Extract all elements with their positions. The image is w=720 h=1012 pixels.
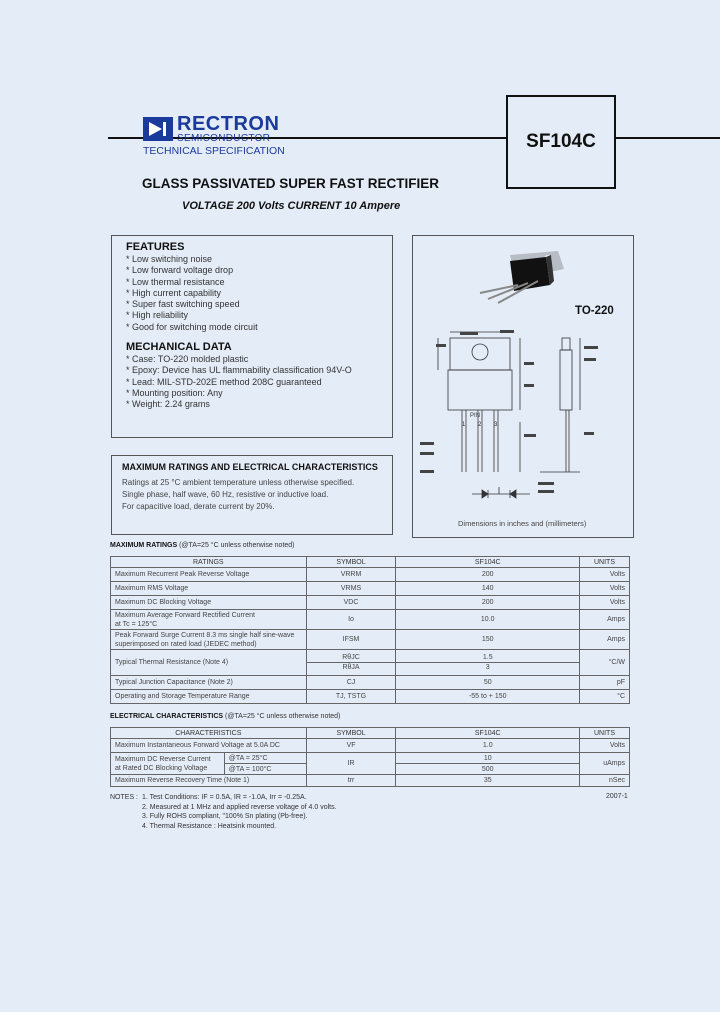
revision-code: 2007-1 [606,793,628,800]
list-item: * Epoxy: Device has UL flammability classification 94V-O [126,365,388,376]
pin-3: 3 [494,422,498,428]
features-panel [111,235,393,438]
ratings-notice-line: Single phase, half wave, 60 Hz, resistive or inductive load. [122,490,329,499]
table-row: Typical Thermal Resistance (Note 4) RθJC RθJA 1.5 3 °C/W [111,650,630,676]
elec-chars-caption: ELECTRICAL CHARACTERISTICS (@TA=25 °C unless otherwise noted) [110,713,341,720]
page-title: GLASS PASSIVATED SUPER FAST RECTIFIER [142,176,440,191]
part-number: SF104C [526,131,596,152]
page-subtitle: VOLTAGE 200 Volts CURRENT 10 Ampere [182,200,401,212]
list-item: * Lead: MIL-STD-202E method 208C guaranteed [126,377,388,388]
table-row: Maximum DC Blocking Voltage VDC 200 Volts [111,596,630,610]
table-row: Typical Junction Capacitance (Note 2) CJ 50 pF [111,676,630,690]
max-ratings-table [110,556,630,704]
pin-1: 1 [462,422,466,428]
ratings-notice-heading: MAXIMUM RATINGS AND ELECTRICAL CHARACTERISTICS [122,462,378,472]
max-ratings-caption: MAXIMUM RATINGS (@TA=25 °C unless otherwise noted) [110,542,295,549]
pin-2: 2 [478,422,482,428]
table-row: Operating and Storage Temperature Range TJ, TSTG -55 to + 150 °C [111,690,630,704]
package-name: TO-220 [575,305,614,317]
table-row: Maximum RMS Voltage VRMS 140 Volts [111,582,630,596]
table-row: Maximum Average Forward Rectified Current at Tc = 125°C Io 10.0 Amps [111,610,630,630]
list-item: * Case: TO-220 molded plastic [126,354,388,365]
technical-spec-label: TECHNICAL SPECIFICATION [143,145,285,157]
list-item: * Low thermal resistance [126,277,388,288]
mechanical-heading: MECHANICAL DATA [126,341,232,354]
ratings-notice-panel [111,455,393,535]
note-item: 1. Test Conditions: IF = 0.5A, IR = -1.0A, Irr = -0.25A. [142,794,307,801]
table-row: Maximum Recurrent Peak Reverse Voltage VRRM 200 Volts [111,568,630,582]
elec-chars-table [110,727,630,787]
table-header-row: RATINGS SYMBOL SF104C UNITS [111,557,630,568]
list-item: * High current capability [126,288,388,299]
mechanical-list [126,354,388,410]
features-list [126,254,388,333]
list-item: * Mounting position: Any [126,388,388,399]
list-item: * Good for switching mode circuit [126,322,388,333]
notes-block [110,793,337,831]
list-item: * Low switching noise [126,254,388,265]
to220-package-photo [470,245,580,305]
table-row: Maximum Reverse Recovery Time (Note 1) trr 35 nSec [111,775,630,787]
list-item: * Low forward voltage drop [126,265,388,276]
note-item: 4. Thermal Resistance : Heatsink mounted. [142,822,277,830]
ratings-notice-line: For capacitive load, derate current by 20%. [122,502,275,511]
note-item: 3. Fully ROHS compliant, "100% Sn plating (Pb-free). [142,813,308,820]
brand-subtitle: SEMICONDUCTOR [177,133,271,144]
dimension-note: Dimensions in inches and (millimeters) [458,519,587,528]
table-header-row: CHARACTERISTICS SYMBOL SF104C UNITS [111,728,630,739]
features-heading: FEATURES [126,241,185,253]
part-number-box [506,95,616,189]
table-row: Peak Forward Surge Current 8.3 ms single half sine-wave superimposed on rated load (JEDEC method) IFSM 150 Amps [111,630,630,650]
list-item: * Super fast switching speed [126,299,388,310]
table-row: Maximum Instantaneous Forward Voltage at 5.0A DC VF 1.0 Volts [111,739,630,753]
list-item: * High reliability [126,310,388,321]
table-row: @TA = 100°C 500 [111,764,630,775]
package-dimension-drawing [420,322,625,517]
note-item: 2. Measured at 1 MHz and applied reverse voltage of 4.0 volts. [142,803,337,811]
pin-label: PIN [470,413,481,419]
brand-name: RECTRON [177,113,280,135]
notes-label: NOTES : [110,794,139,801]
list-item: * Weight: 2.24 grams [126,399,388,410]
rectron-logo-icon [143,117,173,141]
diode-schematic-icon [472,487,530,498]
ratings-notice-line: Ratings at 25 °C ambient temperature unless otherwise specified. [122,478,355,487]
table-row: Maximum DC Reverse Current at Rated DC Blocking Voltage @TA = 25°C IR 10 uAmps [111,753,630,764]
